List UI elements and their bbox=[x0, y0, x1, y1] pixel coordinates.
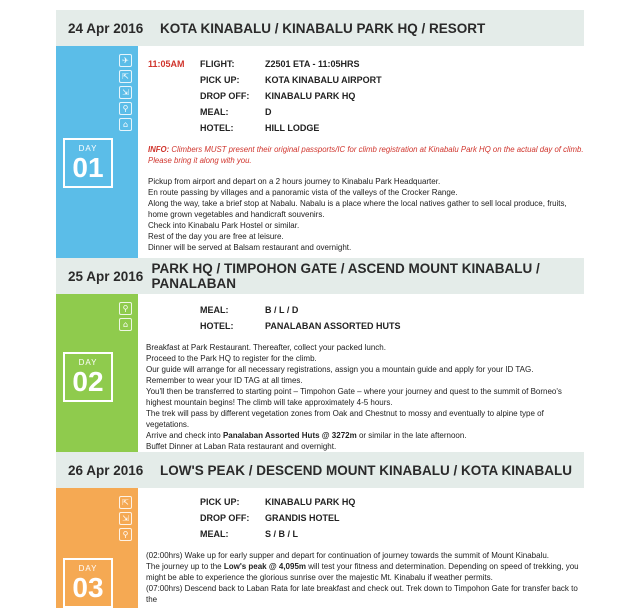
detail-value: S / B / L bbox=[265, 529, 299, 539]
hotel-icon: ⌂ bbox=[119, 318, 132, 331]
description-line: (02:00hrs) Wake up for early supper and depart for continuation of journey towards the summit of Mount Kinabalu. bbox=[146, 551, 550, 560]
description-line: Our guide will arrange for all necessary registrations, assign you a mountain guide and apply for your ID TAG. bbox=[146, 365, 534, 374]
day-3-section bbox=[56, 452, 584, 608]
pickup-icon: ⇱ bbox=[119, 496, 132, 509]
detail-value: PANALABAN ASSORTED HUTS bbox=[265, 321, 401, 331]
icon-column bbox=[119, 496, 132, 541]
icon-column bbox=[119, 54, 132, 131]
description-line: Pickup from airport and depart on a 2 hours journey to Kinabalu Park Headquarter. bbox=[148, 177, 441, 186]
detail-row bbox=[148, 104, 584, 120]
description-line: En route passing by villages and a panoramic vista of the valleys of the Crocker Range. bbox=[148, 188, 458, 197]
detail-row bbox=[148, 88, 584, 104]
detail-value: KOTA KINABALU AIRPORT bbox=[265, 75, 382, 85]
day-label: DAY bbox=[78, 358, 98, 367]
day-header bbox=[56, 258, 584, 294]
day-number: 03 bbox=[72, 572, 104, 603]
detail-key: HOTEL: bbox=[200, 123, 234, 133]
day-header bbox=[56, 452, 584, 488]
arrive-text: or similar in the late afternoon. bbox=[356, 431, 467, 440]
description-line bbox=[146, 561, 584, 583]
detail-key: PICK UP: bbox=[200, 497, 240, 507]
description-line bbox=[146, 430, 584, 441]
journey-highlight: Low's peak @ 4,095m bbox=[223, 562, 307, 571]
detail-row bbox=[148, 120, 584, 136]
detail-key: DROP OFF: bbox=[200, 513, 250, 523]
flight-icon: ✈ bbox=[119, 54, 132, 67]
day-title: KOTA KINABALU / KINABALU PARK HQ / RESORT bbox=[160, 20, 486, 36]
arrive-text: Arrive and check into bbox=[146, 431, 223, 440]
hotel-icon: ⌂ bbox=[119, 118, 132, 131]
pickup-icon: ⇱ bbox=[119, 70, 132, 83]
meal-icon: ⚲ bbox=[119, 528, 132, 541]
day-badge bbox=[63, 138, 113, 188]
meal-icon: ⚲ bbox=[119, 302, 132, 315]
day-content bbox=[148, 56, 584, 253]
day-number: 02 bbox=[72, 366, 104, 397]
detail-key: MEAL: bbox=[200, 107, 229, 117]
detail-row bbox=[148, 510, 584, 526]
day-date: 25 Apr 2016 bbox=[68, 268, 144, 284]
day-header bbox=[56, 10, 584, 46]
detail-value: KINABALU PARK HQ bbox=[265, 91, 356, 101]
meal-icon: ⚲ bbox=[119, 102, 132, 115]
detail-row bbox=[148, 526, 584, 542]
detail-value: D bbox=[265, 107, 272, 117]
description-line: The trek will pass by different vegetation zones from Oak and Chestnut to mossy and eventually to alpine type of vegetations. bbox=[146, 409, 544, 429]
detail-key: MEAL: bbox=[200, 529, 229, 539]
description-line: (07:00hrs) Descend back to Laban Rata for late breakfast and check out. Trek down to Timpohon Gate for transfer back to the bbox=[146, 584, 578, 604]
detail-row bbox=[148, 302, 584, 318]
detail-key: FLIGHT: bbox=[200, 59, 235, 69]
description-line: Along the way, take a brief stop at Nabalu. Nabalu is a place where the local natives gather to sell local produce, fruits, home grown vegetables and handicraft souvenirs. bbox=[148, 199, 567, 219]
detail-key: HOTEL: bbox=[200, 321, 234, 331]
day-content bbox=[148, 494, 584, 605]
day-label: DAY bbox=[78, 564, 98, 573]
day-number: 01 bbox=[72, 152, 104, 183]
description-line: Rest of the day you are free at leisure. bbox=[148, 232, 284, 241]
day-description bbox=[56, 550, 584, 605]
description-line: Remember to wear your ID TAG at all times. bbox=[146, 376, 303, 385]
icon-column bbox=[119, 302, 132, 331]
info-label: INFO: bbox=[148, 145, 170, 154]
arrival-time: 11:05AM bbox=[148, 59, 185, 69]
detail-value: KINABALU PARK HQ bbox=[265, 497, 356, 507]
detail-value: Z2501 ETA - 11:05HRS bbox=[265, 59, 360, 69]
detail-value: GRANDIS HOTEL bbox=[265, 513, 340, 523]
arrive-highlight: Panalaban Assorted Huts @ 3272m bbox=[222, 431, 357, 440]
day-date: 24 Apr 2016 bbox=[68, 20, 144, 36]
day-2-section bbox=[56, 258, 584, 452]
description-line: Dinner will be served at Balsam restaurant and overnight. bbox=[148, 243, 352, 252]
detail-key: PICK UP: bbox=[200, 75, 240, 85]
info-text: Climbers MUST present their original passports/IC for climb registration at Kinabalu Park HQ on the actual day of climb. Please bring it along with you. bbox=[148, 145, 584, 165]
journey-text: The journey up to the bbox=[146, 562, 224, 571]
day-content bbox=[148, 302, 584, 452]
day-1-section bbox=[56, 10, 584, 262]
dropoff-icon: ⇲ bbox=[119, 512, 132, 525]
dropoff-icon: ⇲ bbox=[119, 86, 132, 99]
description-line: You'll then be transferred to starting point – Timpohon Gate – where your journey and quest to the summit of Borneo's highest mountain begins! The climb will take approximately 4-5 hours. bbox=[146, 387, 562, 407]
day-description bbox=[148, 176, 584, 253]
journey-text: will test your fitness and determination. Depending on speed of trekking, you might be able to experience the glorious sunrise over the majestic Mt. Kinabalu if weather permits. bbox=[146, 562, 579, 582]
day-sidebar bbox=[56, 46, 138, 262]
day-date: 26 Apr 2016 bbox=[68, 462, 144, 478]
detail-row bbox=[148, 318, 584, 334]
day-title: PARK HQ / TIMPOHON GATE / ASCEND MOUNT KINABALU / PANALABAN bbox=[151, 261, 540, 291]
day-label: DAY bbox=[78, 144, 98, 153]
description-line: Check into Kinabalu Park Hostel or similar. bbox=[148, 221, 300, 230]
detail-key: MEAL: bbox=[200, 305, 229, 315]
detail-value: B / L / D bbox=[265, 305, 299, 315]
description-line: Proceed to the Park HQ to register for the climb. bbox=[146, 354, 317, 363]
detail-value: HILL LODGE bbox=[265, 123, 320, 133]
info-note bbox=[148, 144, 584, 166]
day-description bbox=[56, 342, 584, 452]
detail-row bbox=[148, 494, 584, 510]
detail-row bbox=[148, 72, 584, 88]
detail-key: DROP OFF: bbox=[200, 91, 250, 101]
detail-row bbox=[148, 56, 584, 72]
day-title: LOW'S PEAK / DESCEND MOUNT KINABALU / KOTA KINABALU bbox=[160, 462, 572, 478]
description-line: Breakfast at Park Restaurant. Thereafter, collect your packed lunch. bbox=[146, 343, 386, 352]
description-line: Buffet Dinner at Laban Rata restaurant and overnight. bbox=[146, 442, 337, 451]
